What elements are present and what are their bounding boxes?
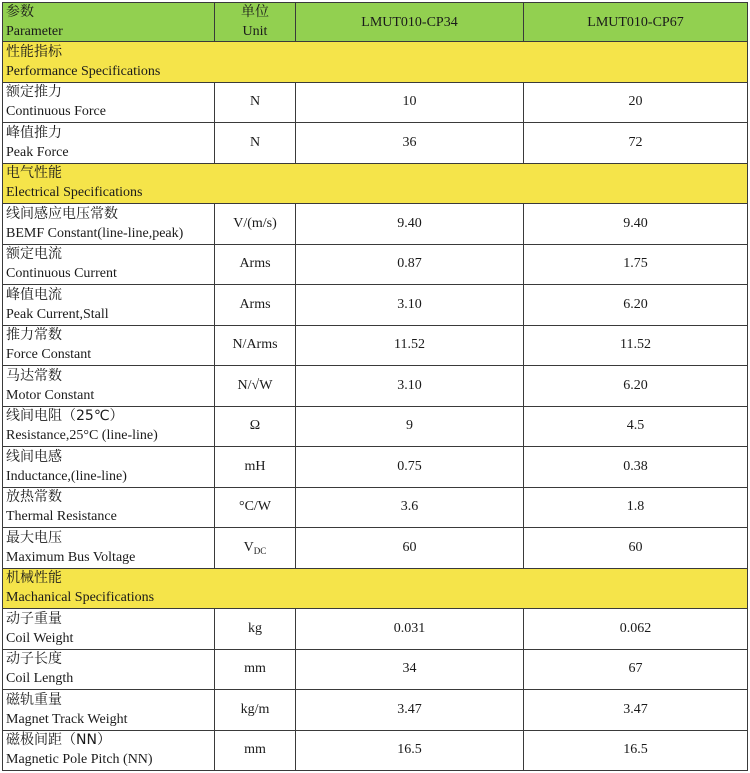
row-label-en: Resistance,25°C (line-line)	[6, 428, 158, 444]
row-label	[3, 730, 215, 771]
row-label	[3, 325, 215, 366]
row-label	[3, 609, 215, 650]
header-unit-zh: 单位	[241, 4, 269, 20]
row-value-b: 16.5	[524, 730, 748, 771]
row-value-b: 0.062	[524, 609, 748, 650]
row-value-a: 3.47	[296, 690, 524, 731]
row-label-zh: 线间电阻（25℃）	[6, 408, 124, 425]
row-label	[3, 649, 215, 690]
table-row	[3, 366, 748, 407]
table-header-row	[3, 3, 748, 42]
row-value-a: 10	[296, 82, 524, 123]
row-value-b: 3.47	[524, 690, 748, 731]
header-parameter-en: Parameter	[6, 24, 63, 39]
row-label-en: Coil Weight	[6, 630, 74, 646]
row-label	[3, 406, 215, 447]
row-unit: mm	[215, 730, 296, 771]
row-label-zh: 放热常数	[6, 489, 62, 506]
unit-main: V	[243, 539, 254, 555]
table-row	[3, 204, 748, 245]
row-unit: kg	[215, 609, 296, 650]
row-unit: V/(m/s)	[215, 204, 296, 245]
section-title-electrical	[3, 163, 748, 204]
row-label	[3, 528, 215, 569]
row-value-b: 20	[524, 82, 748, 123]
row-label-en: Peak Force	[6, 144, 69, 160]
spec-sheet	[2, 2, 750, 771]
row-label-zh: 峰值电流	[6, 286, 62, 303]
row-unit: Arms	[215, 244, 296, 285]
row-value-a: 60	[296, 528, 524, 569]
header-unit-en: Unit	[242, 24, 268, 39]
row-label-en: Continuous Force	[6, 104, 106, 120]
row-value-a: 3.6	[296, 487, 524, 528]
row-label-en: Continuous Current	[6, 266, 117, 282]
row-value-a: 3.10	[296, 366, 524, 407]
row-label-zh: 马达常数	[6, 367, 62, 384]
header-model-a: LMUT010-CP34	[296, 3, 524, 42]
row-label-zh: 磁极间距（NN）	[6, 732, 111, 749]
row-value-b: 1.8	[524, 487, 748, 528]
row-label-zh: 最大电压	[6, 529, 62, 546]
table-row	[3, 325, 748, 366]
row-value-b: 1.75	[524, 244, 748, 285]
row-label-en: Thermal Resistance	[6, 509, 117, 525]
row-label-en: BEMF Constant(line-line,peak)	[6, 225, 184, 241]
section-en: Performance Specifications	[6, 63, 161, 79]
row-label-zh: 额定电流	[6, 246, 62, 263]
header-unit-cell	[215, 3, 296, 42]
row-label-en: Motor Constant	[6, 387, 95, 403]
row-label-zh: 推力常数	[6, 327, 62, 344]
row-value-a: 9	[296, 406, 524, 447]
row-value-b: 6.20	[524, 285, 748, 326]
row-label-zh: 线间感应电压常数	[6, 205, 118, 222]
row-value-b: 67	[524, 649, 748, 690]
row-value-a: 0.031	[296, 609, 524, 650]
row-value-a: 34	[296, 649, 524, 690]
row-value-a: 16.5	[296, 730, 524, 771]
row-label-zh: 峰值推力	[6, 124, 62, 141]
table-row	[3, 123, 748, 164]
section-title-mechanical	[3, 568, 748, 609]
row-value-a: 3.10	[296, 285, 524, 326]
row-label-zh: 动子长度	[6, 651, 62, 668]
section-zh: 电气性能	[6, 165, 62, 182]
section-title-performance	[3, 42, 748, 83]
row-value-b: 0.38	[524, 447, 748, 488]
section-en: Electrical Specifications	[6, 185, 143, 201]
row-label-en: Force Constant	[6, 347, 92, 363]
row-unit: Arms	[215, 285, 296, 326]
row-value-a: 0.87	[296, 244, 524, 285]
table-row	[3, 406, 748, 447]
row-unit: mH	[215, 447, 296, 488]
row-value-a: 0.75	[296, 447, 524, 488]
row-unit: N	[215, 123, 296, 164]
table-row	[3, 528, 748, 569]
unit-subscript: DC	[253, 545, 267, 556]
row-unit: Ω	[215, 406, 296, 447]
header-parameter-cell	[3, 3, 215, 42]
row-label	[3, 123, 215, 164]
row-label-en: Peak Current,Stall	[6, 306, 109, 322]
spec-table	[2, 2, 748, 771]
row-value-a: 9.40	[296, 204, 524, 245]
table-row	[3, 487, 748, 528]
row-value-b: 11.52	[524, 325, 748, 366]
row-value-b: 4.5	[524, 406, 748, 447]
row-label	[3, 366, 215, 407]
row-label	[3, 82, 215, 123]
row-label	[3, 285, 215, 326]
table-row	[3, 730, 748, 771]
section-zh: 性能指标	[6, 43, 62, 60]
row-value-b: 9.40	[524, 204, 748, 245]
row-label-zh: 磁轨重量	[6, 691, 62, 708]
row-label-en: Inductance,(line-line)	[6, 468, 127, 484]
row-label	[3, 244, 215, 285]
row-label-en: Magnet Track Weight	[6, 711, 128, 727]
row-label-zh: 动子重量	[6, 610, 62, 627]
header-parameter-zh: 参数	[6, 4, 34, 20]
row-unit: N	[215, 82, 296, 123]
section-en: Machanical Specifications	[6, 590, 155, 606]
table-row	[3, 609, 748, 650]
row-label	[3, 487, 215, 528]
row-label-zh: 线间电感	[6, 448, 62, 465]
row-unit	[215, 528, 296, 569]
table-row	[3, 285, 748, 326]
table-row	[3, 244, 748, 285]
row-unit: kg/m	[215, 690, 296, 731]
section-row-mechanical	[3, 568, 748, 609]
table-row	[3, 447, 748, 488]
row-label-zh: 额定推力	[6, 84, 62, 101]
section-zh: 机械性能	[6, 570, 62, 587]
row-label	[3, 204, 215, 245]
row-label	[3, 690, 215, 731]
row-unit: N/Arms	[215, 325, 296, 366]
row-value-b: 60	[524, 528, 748, 569]
row-value-a: 11.52	[296, 325, 524, 366]
header-model-b: LMUT010-CP67	[524, 3, 748, 42]
row-unit: N/√W	[215, 366, 296, 407]
row-label-en: Magnetic Pole Pitch (NN)	[6, 752, 153, 768]
table-row	[3, 649, 748, 690]
row-label	[3, 447, 215, 488]
row-label-en: Coil Length	[6, 671, 74, 687]
section-row-performance	[3, 42, 748, 83]
row-value-b: 6.20	[524, 366, 748, 407]
section-row-electrical	[3, 163, 748, 204]
row-label-en: Maximum Bus Voltage	[6, 549, 136, 565]
row-value-b: 72	[524, 123, 748, 164]
table-row	[3, 82, 748, 123]
row-value-a: 36	[296, 123, 524, 164]
row-unit: °C/W	[215, 487, 296, 528]
row-unit: mm	[215, 649, 296, 690]
table-row	[3, 690, 748, 731]
